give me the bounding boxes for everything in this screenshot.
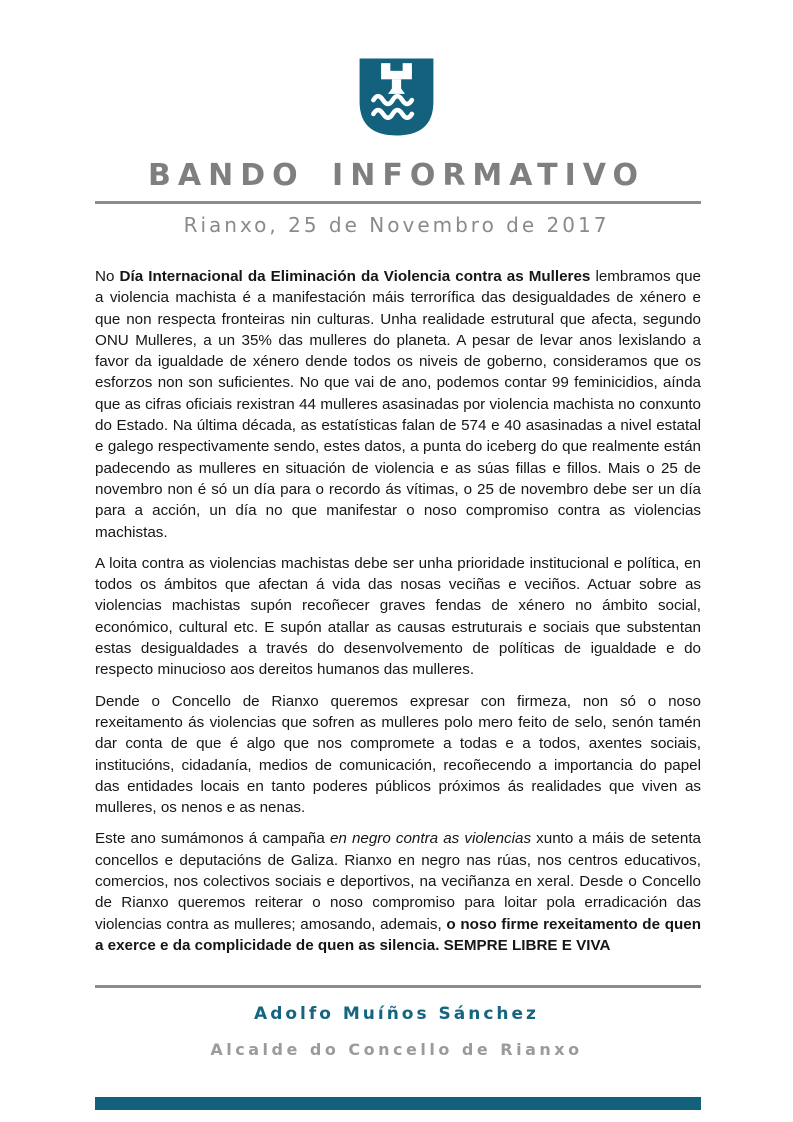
place-date-line: Rianxo, 25 de Novembro de 2017 (183, 213, 610, 237)
footer-divider (95, 985, 701, 988)
signature-role: Alcalde do Concello de Rianxo (210, 1040, 583, 1059)
text-run: o noso firme rexeitamento de quen a exerce e da complicidade de quen as silencia. SEMPRE LIBRE E VIVA (95, 915, 701, 954)
body-paragraph (95, 828, 701, 956)
text-run: Día Internacional da Eliminación da Violencia contra as Mulleres (119, 268, 591, 285)
body-paragraph (95, 266, 701, 543)
text-run: Dende o Concello de Rianxo queremos expresar con firmeza, non só o noso rexeitamento ás violencias que sofren as mulleres polo mero feito de selo, senón tamén dar conta de que é algo que nos compromete a todas e a todos, axentes sociais, institucións, cidadanía, medios de comunicación, recoñecendo a importancia do papel das entidades locais en tanto poderes públicos próximos ás realidades que viven as mulleres, os nenos e as nenas. (95, 692, 701, 817)
footer-accent-bar (95, 1097, 701, 1110)
concello-rianxo-crest-icon (358, 57, 435, 137)
text-run: xunto a máis de setenta concellos e deputacións de Galiza. Rianxo en negro nas rúas, nos centros educativos, comercios, nos colectivos sociais e deportivos, na veciñanza en xeral. Desde o Concello de Rianxo queremos reiterar o noso compromiso para loitar pola erradicación das violencias contra as mulleres; amosando, ademais, (95, 830, 701, 933)
text-run: lembramos que a violencia machista é a manifestación máis terrorífica das desigualdades de xénero e que non respecta fronteiras nin culturas. Unha realidade estrutural que afecta, segundo ONU Mulleres, a un 35% das mulleres do planeta. A pesar de levar anos lexislando a favor da igualdade de xénero dende todos os niveis de goberno, consideramos que os esforzos non son suficientes. No que vai de ano, podemos contar 99 feminicidios, aínda que as cifras oficiais rexistran 44 mulleres asasinadas por violencia machista no conxunto do Estado. Na última década, as estatísticas falan de 574 e 40 asasinadas a nivel estatal e galego respectivamente sendo, estes datos, a punta do iceberg do que realmente están padecendo as mulleres en situación de violencia e as súas fillas e fillos. Mais o 25 de novembro non é só un día para o recordo ás vítimas, o 25 de novembro debe ser un día para a acción, un día no que manifestar o noso compromiso contra as violencias machistas. (95, 268, 701, 541)
document-title: BANDO INFORMATIVO (148, 158, 645, 193)
signature-name: Adolfo Muíños Sánchez (254, 1004, 539, 1024)
concello-rianxo-logo (0, 57, 793, 142)
body-paragraph (95, 553, 701, 681)
header-divider (95, 201, 701, 204)
text-run: A loita contra as violencias machistas debe ser unha prioridade institucional e política, en todos os ámbitos que afectan á vida das nosas veciñas e veciños. Actuar sobre as violencias machistas supón recoñecer graves fendas de xénero no ámbito social, económico, cultural etc. E supón atallar as causas estruturais e sociais que substentan estas desigualdades a través do desenvolvemento de políticas de igualdade e do respecto minucioso aos dereitos humanos das mulleres. (95, 554, 701, 679)
text-run: en negro contra as violencias (329, 830, 532, 848)
text-run: No (95, 268, 120, 285)
document-body (95, 266, 701, 956)
body-paragraph (95, 691, 701, 819)
text-run: Este ano sumámonos á campaña (95, 830, 330, 848)
